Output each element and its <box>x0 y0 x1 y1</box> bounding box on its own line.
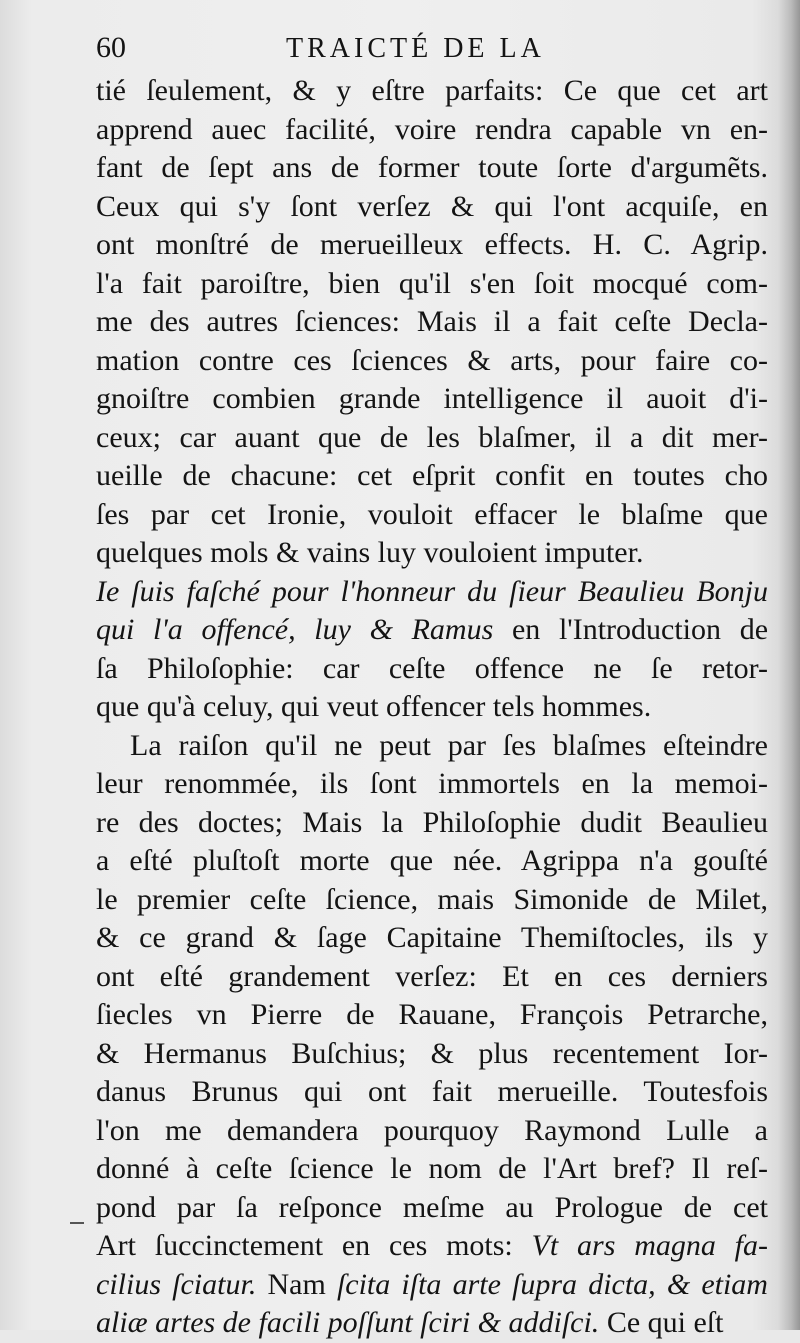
text-run: l'a fait paroiſtre, bien qu'il s'en ſoit mocqué com- <box>96 266 768 300</box>
text-run: ſa Philoſophie: car ceſte offence ne ſe retor- <box>96 651 768 685</box>
text-line <box>96 842 768 881</box>
margin-mark <box>70 1222 84 1224</box>
text-line <box>96 881 768 920</box>
text-run: fant de ſept ans de former toute ſorte d'argumẽts. <box>96 151 768 184</box>
text-line <box>96 919 768 958</box>
text-line <box>96 303 768 342</box>
text-line <box>96 1035 768 1074</box>
text-run: ueille de chacune: cet eſprit confit en toutes cho <box>96 459 768 492</box>
body-text <box>96 72 768 1343</box>
italic-run: cilius ſciatur. <box>96 1267 268 1301</box>
text-run: donné à ceſte ſcience le nom de l'Art bref? Il reſ- <box>96 1152 768 1185</box>
text-line <box>96 342 768 381</box>
text-run: Art ſuccinctement en ces mots: <box>96 1229 532 1262</box>
text-line <box>96 996 768 1035</box>
text-run: Nam <box>267 1267 337 1301</box>
text-line <box>96 958 768 997</box>
text-run: me des autres ſciences: Mais il a fait ceſte Decla- <box>96 305 768 338</box>
text-run: & ce grand & ſage Capitaine Themiſtocles, ils y <box>96 921 768 954</box>
text-run: ont eſté grandement verſez: Et en ces derniers <box>96 959 768 993</box>
text-line <box>96 765 768 804</box>
page-header <box>96 30 766 70</box>
text-run: ſes par cet Ironie, vouloit effacer le blaſme que <box>96 497 768 531</box>
text-line <box>96 72 768 111</box>
text-line <box>96 611 768 650</box>
text-run: leur renommée, ils ſont immortels en la memoi- <box>96 767 768 800</box>
text-run: quelques mols & vains luy vouloient imputer. <box>96 536 644 569</box>
running-head: TRAICTÉ DE LA <box>286 33 545 64</box>
text-run: que qu'à celuy, qui veut offencer tels hommes. <box>96 690 652 723</box>
text-line <box>96 111 768 150</box>
text-line <box>96 496 768 535</box>
page-number: 60 <box>96 31 126 64</box>
text-line <box>96 1189 768 1228</box>
text-run: le premier ceſte ſcience, mais Simonide de Milet, <box>96 882 768 916</box>
text-line <box>96 1073 768 1112</box>
text-line <box>96 573 768 612</box>
text-line <box>96 534 768 573</box>
italic-run: qui l'a offencé, luy & Ramus <box>96 613 512 646</box>
text-line <box>96 804 768 843</box>
italic-run: aliæ artes de facili poſſunt ſciri & addiſci. <box>96 1306 607 1339</box>
text-run: Ceux qui s'y ſont verſez & qui l'ont acquiſe, en <box>96 189 768 223</box>
text-line <box>96 1150 768 1189</box>
text-line <box>96 419 768 458</box>
text-run: re des doctes; Mais la Philoſophie dudit Beaulieu <box>96 805 768 839</box>
text-run: & Hermanus Buſchius; & plus recentement Ior- <box>96 1036 768 1070</box>
text-line <box>96 457 768 496</box>
text-line <box>96 188 768 227</box>
text-run: en l'Introduction de <box>511 613 768 646</box>
text-run: ont monſtré de merueilleux effects. H. C. Agrip. <box>96 228 768 261</box>
italic-run: Ie ſuis faſché pour l'honneur du ſieur Beaulieu Bonju <box>96 574 768 608</box>
italic-run: Vt ars magna fa- <box>531 1229 768 1262</box>
text-line <box>96 1304 768 1343</box>
text-line <box>96 1266 768 1305</box>
italic-run: ſcita iſta arte ſupra dicta, & etiam <box>336 1267 768 1301</box>
text-line <box>96 688 768 727</box>
text-run: mation contre ces ſciences & arts, pour faire co- <box>96 343 768 377</box>
text-line <box>96 149 768 188</box>
text-line <box>96 1112 768 1151</box>
text-line <box>96 265 768 304</box>
text-run: ſiecles vn Pierre de Rauane, François Petrarche, <box>96 998 768 1031</box>
text-line <box>96 380 768 419</box>
text-run: tié ſeulement, & y eſtre parfaits: Ce que cet art <box>96 74 768 107</box>
text-run: pond par ſa reſponce meſme au Prologue de cet <box>96 1190 768 1224</box>
text-run: danus Brunus qui ont fait merueille. Toutesfois <box>96 1075 768 1108</box>
text-line <box>96 727 768 766</box>
text-run: Ce qui eſt <box>606 1306 724 1339</box>
text-line <box>96 226 768 265</box>
text-run: a eſté pluſtoſt morte que née. Agrippa n'a gouſté <box>96 844 768 877</box>
text-run: ceux; car auant que de les blaſmer, il a dit mer- <box>96 420 768 454</box>
text-line <box>96 650 768 689</box>
text-run: gnoiſtre combien grande intelligence il auoit d'i- <box>96 382 768 415</box>
page-gutter-shadow <box>778 0 800 1330</box>
text-run: apprend auec facilité, voire rendra capable vn en- <box>96 112 768 146</box>
text-run: l'on me demandera pourquoy Raymond Lulle a <box>96 1113 768 1147</box>
text-line <box>96 1227 768 1266</box>
text-run: La raiſon qu'il ne peut par ſes blaſmes eſteindre <box>130 728 768 762</box>
